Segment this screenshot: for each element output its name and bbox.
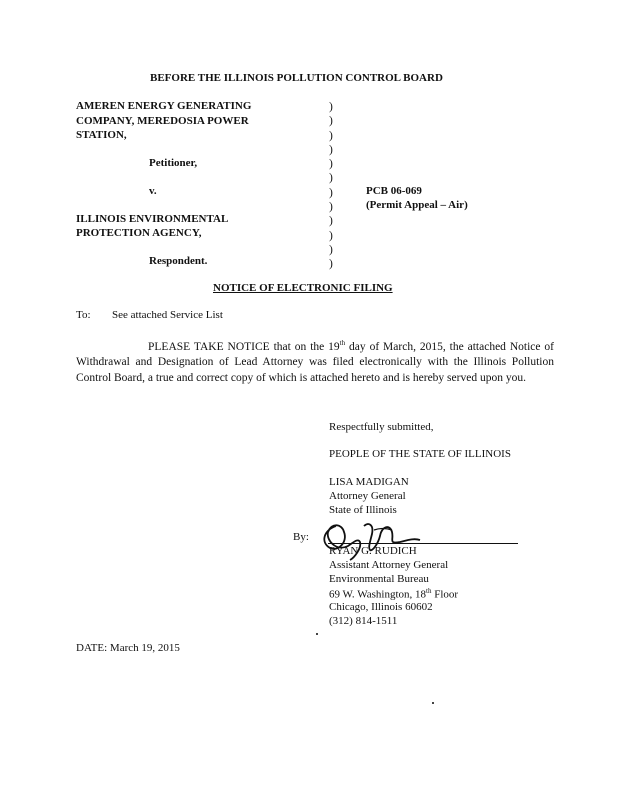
respondent-name-line-1: ILLINOIS ENVIRONMENTAL: [76, 213, 229, 225]
body-text-part-2: day of March, 2015, the attached Notice of Withdrawal and Designation of Lead Attorney was filed electronically with the Illinois Pollution Control Board, a true and correct copy of which is attached hereto and is hereby served upon you.: [76, 340, 555, 384]
caption-paren: ): [329, 129, 333, 142]
floor-ordinal-suffix: th: [426, 587, 432, 595]
petitioner-role: Petitioner,: [149, 157, 198, 169]
caption-paren: ): [329, 172, 333, 185]
to-value: See attached Service List: [112, 309, 223, 321]
signer-name: RYAN G. RUDICH: [329, 545, 417, 557]
caption-parenthesis-column: [329, 100, 333, 272]
caption-paren: ): [329, 143, 333, 156]
case-type: (Permit Appeal – Air): [366, 199, 468, 211]
respondent-role: Respondent.: [149, 255, 208, 267]
caption-paren: ): [329, 186, 333, 199]
document-heading: BEFORE THE ILLINOIS POLLUTION CONTROL BOARD: [150, 72, 443, 84]
notice-body-paragraph: [76, 336, 554, 386]
body-text-part-1: PLEASE TAKE NOTICE that on the 19: [148, 340, 340, 353]
caption-paren: ): [329, 158, 333, 171]
caption-paren: ): [329, 229, 333, 242]
street-address-part-2: Floor: [431, 588, 459, 601]
attorney-general-name: LISA MADIGAN: [329, 476, 409, 488]
signature-line: [328, 543, 518, 544]
closing: Respectfully submitted,: [329, 421, 434, 433]
caption-paren: ): [329, 115, 333, 128]
by-label: By:: [293, 531, 309, 543]
attorney-general-state: State of Illinois: [329, 504, 397, 516]
respondent-name-line-2: PROTECTION AGENCY,: [76, 227, 202, 239]
bureau: Environmental Bureau: [329, 573, 429, 585]
scan-speck: [432, 702, 434, 704]
scan-speck: [316, 633, 318, 635]
case-number: PCB 06-069: [366, 185, 422, 197]
versus: v.: [149, 185, 157, 197]
notice-title: NOTICE OF ELECTRONIC FILING: [213, 282, 393, 294]
caption-paren: ): [329, 215, 333, 228]
phone-number: (312) 814-1511: [329, 615, 398, 627]
petitioner-name-line-1: AMEREN ENERGY GENERATING: [76, 100, 252, 112]
caption-paren: ): [329, 201, 333, 214]
street-address: [329, 587, 458, 601]
caption-paren: ): [329, 101, 333, 113]
caption-paren: ): [329, 258, 333, 271]
petitioner-name-line-3: STATION,: [76, 129, 127, 141]
petitioner-name-line-2: COMPANY, MEREDOSIA POWER: [76, 115, 249, 127]
party-name: PEOPLE OF THE STATE OF ILLINOIS: [329, 448, 511, 460]
date-line: DATE: March 19, 2015: [76, 642, 180, 654]
signer-title: Assistant Attorney General: [329, 559, 449, 571]
to-label: To:: [76, 309, 91, 321]
caption-paren: ): [329, 243, 333, 256]
street-address-part-1: 69 W. Washington, 18: [329, 588, 427, 601]
city-state-zip: Chicago, Illinois 60602: [329, 601, 433, 613]
body-ordinal-suffix: th: [339, 339, 346, 347]
attorney-general-title: Attorney General: [329, 490, 406, 502]
